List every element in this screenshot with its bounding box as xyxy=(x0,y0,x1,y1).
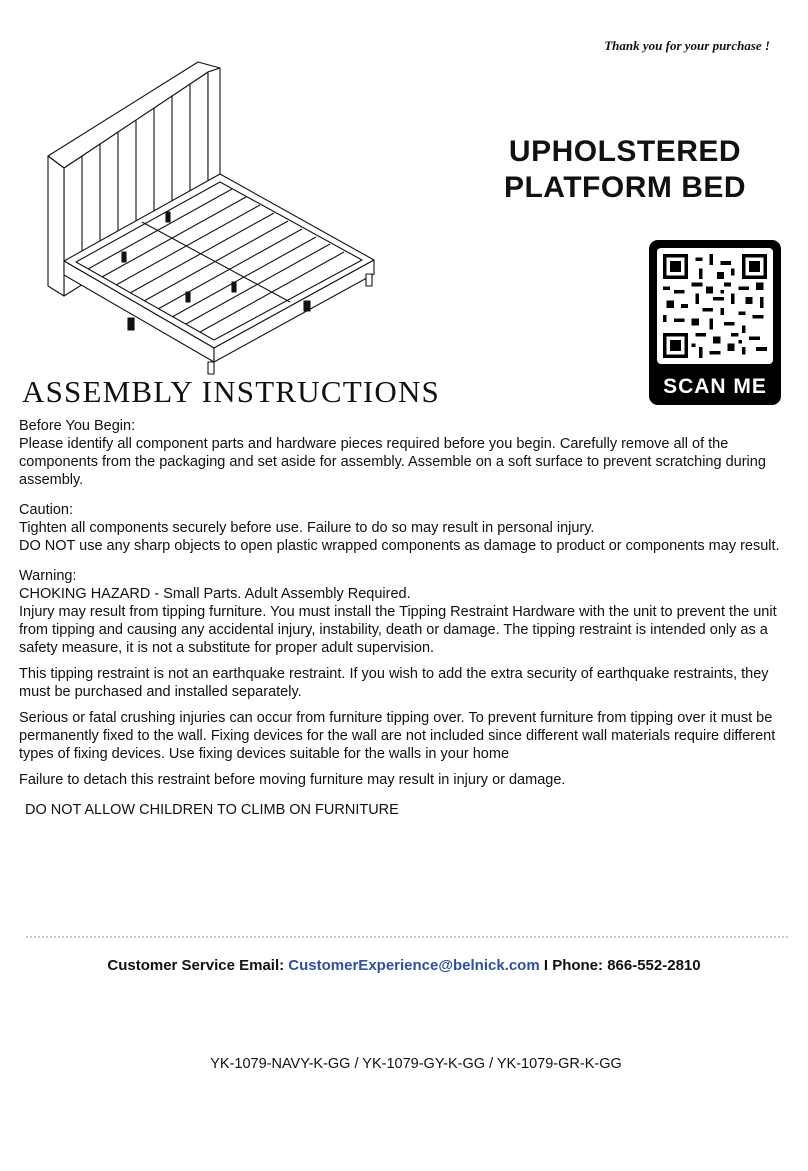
warning-line-1: CHOKING HAZARD - Small Parts. Adult Assembly Required. xyxy=(19,586,411,602)
phone: I Phone: 866-552-2810 xyxy=(543,957,701,974)
warning-label: Warning: xyxy=(19,568,77,584)
model-numbers: YK-1079-NAVY-K-GG / YK-1079-GY-K-GG / YK-1079-GR-K-GG xyxy=(210,1056,622,1072)
product-title xyxy=(490,134,760,206)
title-line-2: PLATFORM BED xyxy=(503,171,747,204)
caution-line-1: Tighten all components securely before use. Failure to do so may result in personal injury. xyxy=(19,520,595,536)
caution-line-2: DO NOT use any sharp objects to open plastic wrapped components as damage to product or components may result. xyxy=(19,538,780,554)
email-label: Customer Service Email: xyxy=(107,957,285,974)
qr-scan-label: SCAN ME xyxy=(663,375,767,398)
customer-service xyxy=(0,957,808,974)
assembly-heading: ASSEMBLY INSTRUCTIONS xyxy=(22,374,440,409)
qr-code-pattern xyxy=(657,248,773,364)
title-line-1: UPHOLSTERED xyxy=(508,135,742,168)
before-label: Before You Begin: xyxy=(19,418,136,434)
warning-line-2: Injury may result from tipping furniture. You must install the Tipping Restraint Hardware with the unit to prevent the unit from tipping and causing any accidental injury, instability, death or damage. The tipping restraint is intended only as a safety measure, it is not a substitute for proper adult supervision. xyxy=(19,604,777,656)
footer-divider xyxy=(26,936,788,938)
qr-icon xyxy=(663,254,767,358)
before-text: Please identify all component parts and hardware pieces required before you begin. Carefully remove all of the components from the packaging and set aside for assembly. Assemble on a soft surface to prevent scratching during assembly. xyxy=(19,436,766,488)
bed-illustration xyxy=(36,56,386,381)
detach-text: Failure to detach this restraint before moving furniture may result in injury or damage. xyxy=(19,772,566,788)
instructions-body xyxy=(19,417,789,819)
thank-you-note: Thank you for your purchase ! xyxy=(604,38,770,53)
qr-code[interactable] xyxy=(649,240,781,405)
children-warning: DO NOT ALLOW CHILDREN TO CLIMB ON FURNITURE xyxy=(25,802,399,818)
crushing-text: Serious or fatal crushing injuries can occur from furniture tipping over. To prevent furniture from tipping over it must be permanently fixed to the wall. Fixing devices for the wall are not included since different wall materials require different types of fixing devices. Use fixing devices suitable for the walls in your home xyxy=(19,710,776,762)
caution-label: Caution: xyxy=(19,502,74,518)
earthquake-text: This tipping restraint is not an earthquake restraint. If you wish to add the extra security of earthquake restraints, they must be purchased and installed separately. xyxy=(19,666,769,700)
email-link[interactable]: CustomerExperience@belnick.com xyxy=(288,957,540,974)
